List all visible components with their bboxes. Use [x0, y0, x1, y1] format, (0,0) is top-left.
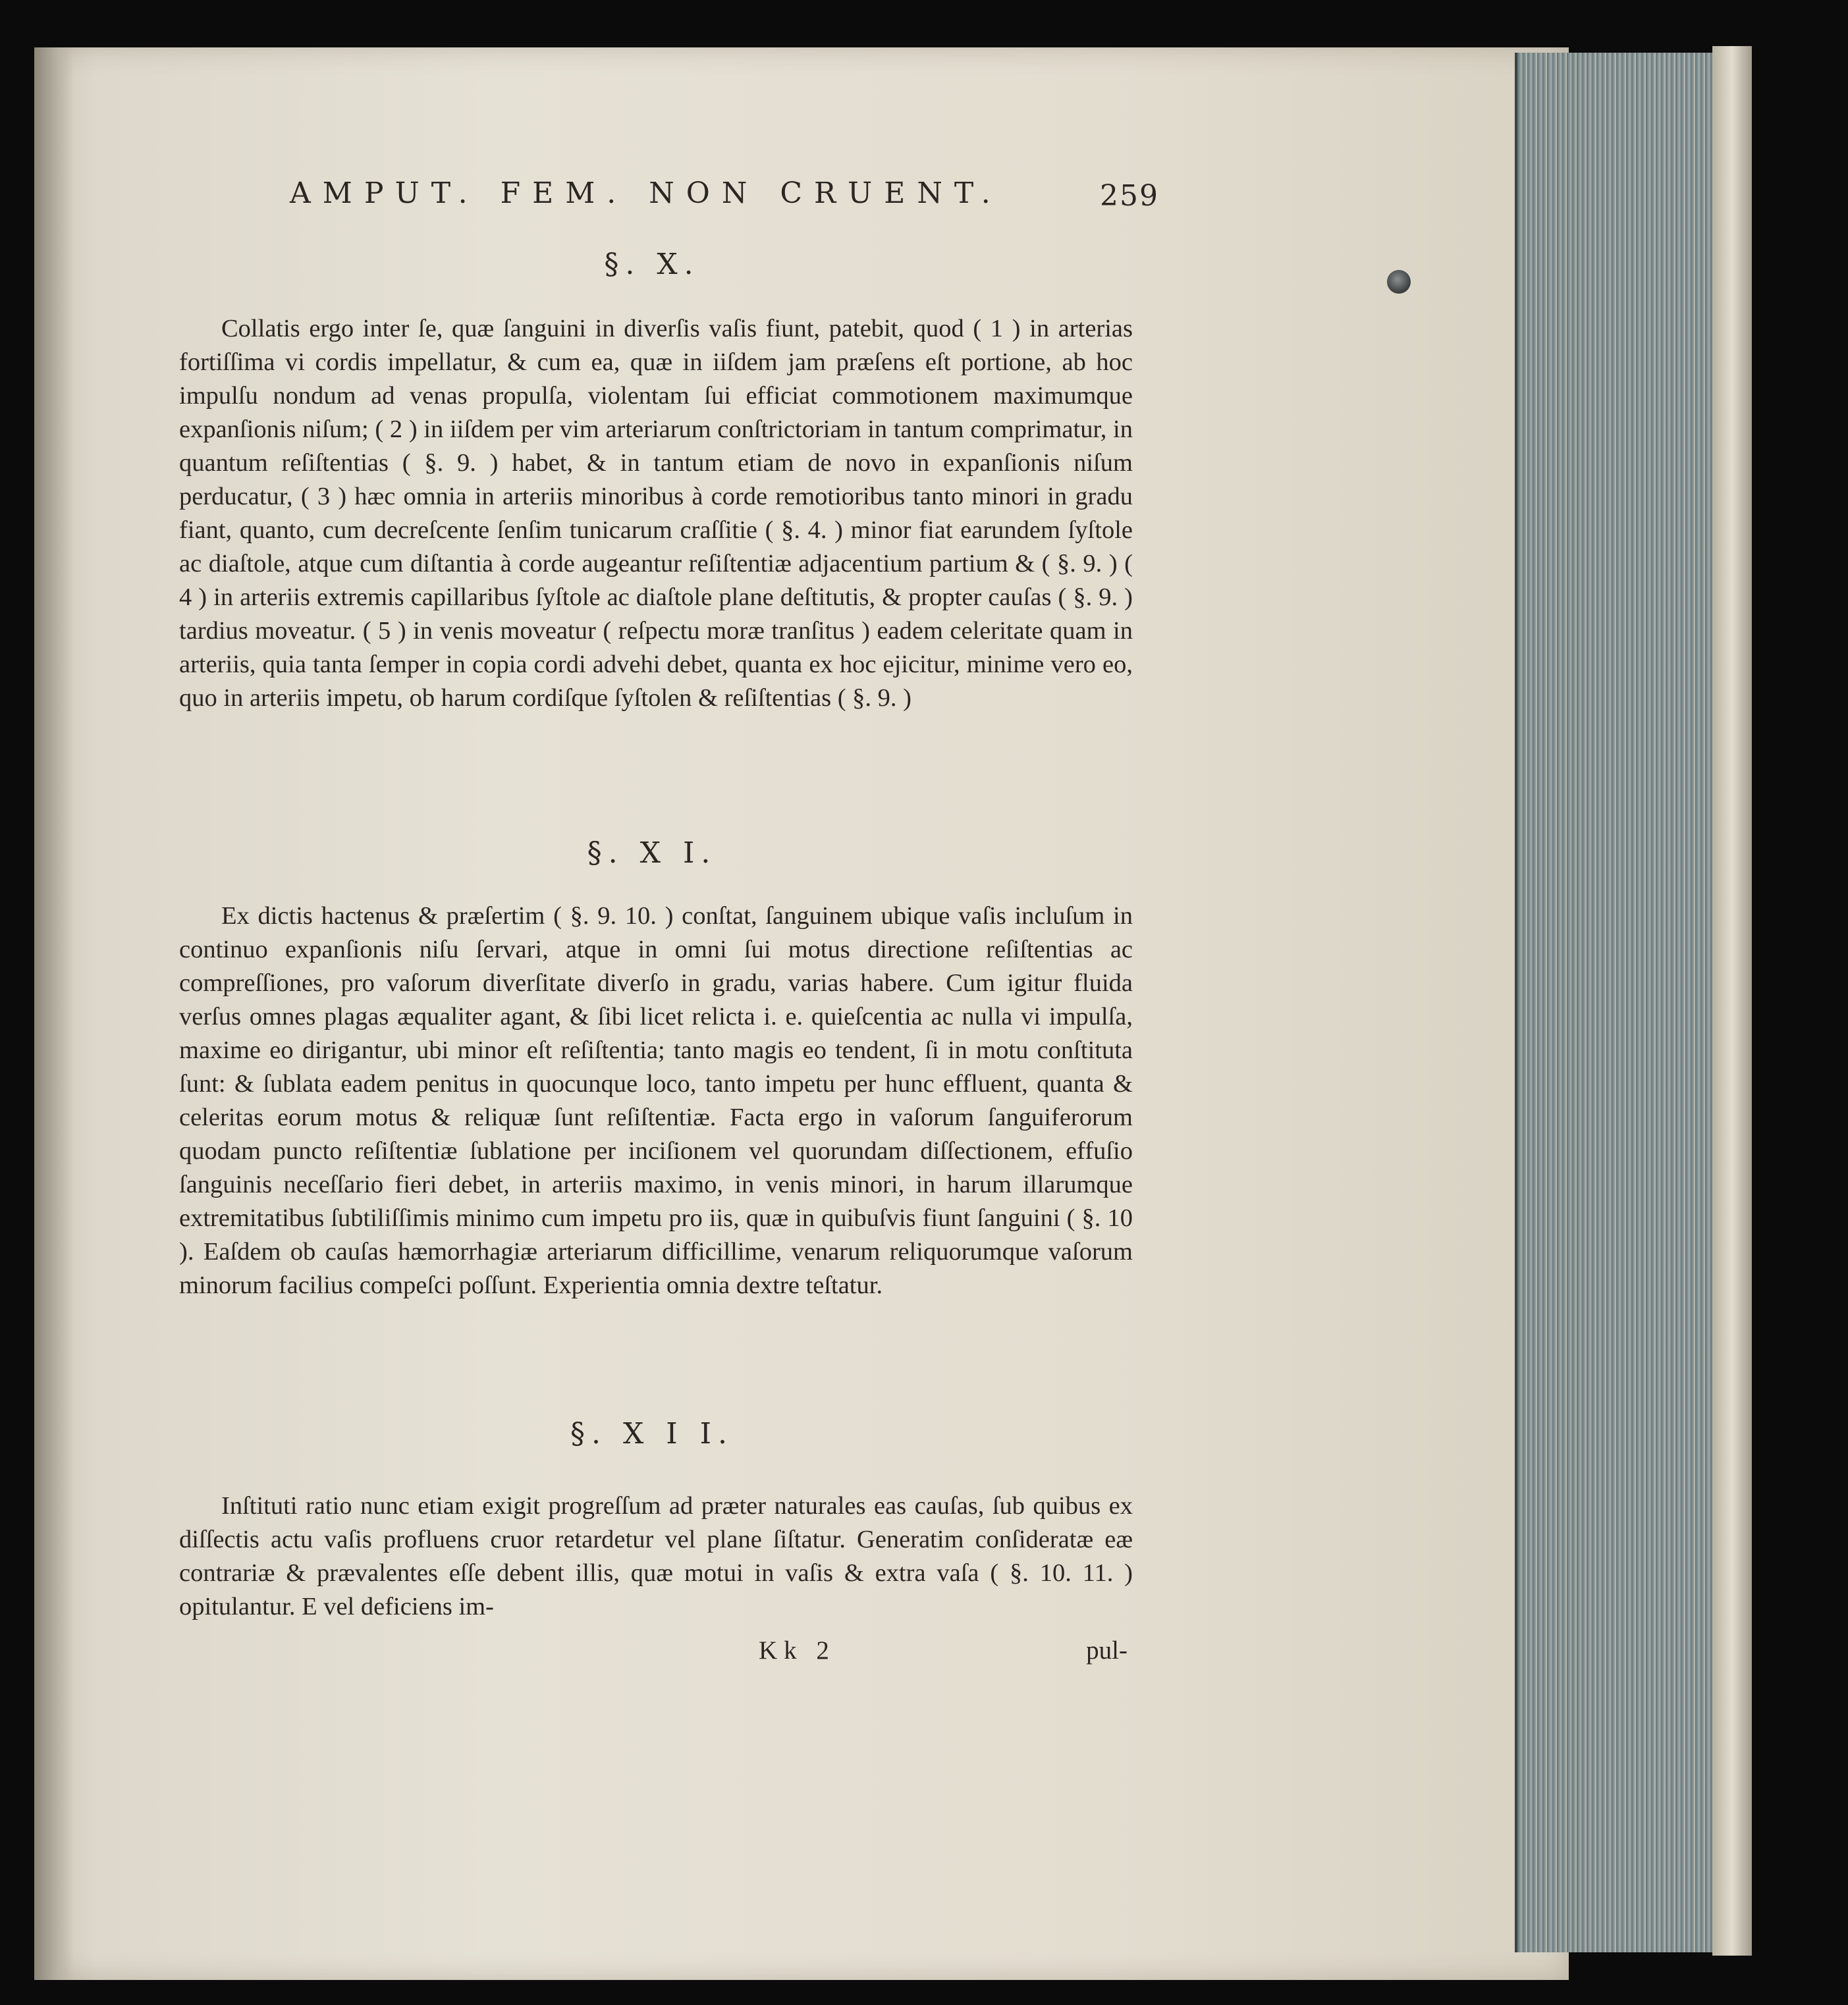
- page-edges: [1515, 53, 1728, 1952]
- signature-mark: Kk 2: [759, 1636, 836, 1665]
- book-cover-edge: [1712, 46, 1752, 1956]
- catchword: pul-: [1086, 1636, 1128, 1665]
- section-text-xii: Inſtituti ratio nunc etiam exigit progreſſum ad præter naturales eas cauſas, ſub quibus ex diſſectis actu vaſis profluens cruor retardetur vel plane ſiſtatur. Generatim conſideratæ eæ contrariæ & prævalentes eſſe debent illis, quæ motui in vaſis & extra vaſa ( §. 10. 11. ) opitulantur. E vel deficiens im-: [179, 1492, 1133, 1620]
- running-head: [290, 176, 1159, 229]
- page-number: 259: [1100, 179, 1159, 213]
- hole-mark: [1387, 270, 1411, 294]
- page-footer: [179, 1636, 1128, 1669]
- section-heading-x: §. X.: [604, 248, 700, 281]
- section-text-xi: Ex dictis hactenus & præſertim ( §. 9. 10. ) conſtat, ſanguinem ubique vaſis incluſum in continuo expanſionis niſu ſervari, atque in omni ſui motus directione reſiſtentias ac compreſſiones, pro vaſorum diverſitate diverſo in gradu, varias habere. Cum igitur fluida verſus omnes plagas æqualiter agant, & ſibi licet relicta i. e. quieſcentia ac nulla vi impulſa, maxime eo dirigantur, ubi minor eſt reſiſtentia; tanto magis eo tendent, ſi in motu conſtituta ſunt: & ſublata eadem penitus in quocunque loco, tanto impetu per hunc effluent, quanta & celeritas eorum motus & reliquæ ſunt reſiſtentiæ. Facta ergo in vaſorum ſanguiferorum quodam puncto reſiſtentiæ ſublatione per inciſionem vel quorundam diſſectionem, effuſio ſanguinis neceſſario fieri debet, in arteriis maximo, in venis minori, in harum illarumque extremitatibus ſubtiliſſimis minimo cum impetu pro iis, quæ in quibuſvis fiunt ſanguini ( §. 10 ). Eaſdem ob cauſas hæmorrhagiæ arteriarum difficillime, venarum reliquorumque vaſorum minorum facilius compeſci poſſunt. Experientia omnia dextre teſtatur.: [179, 902, 1133, 1299]
- section-heading-xii: §. X I I.: [570, 1417, 734, 1451]
- running-head-title: AMPUT. FEM. NON CRUENT.: [290, 176, 1002, 210]
- section-text-x: Collatis ergo inter ſe, quæ ſanguini in diverſis vaſis fiunt, patebit, quod ( 1 ) in arterias fortiſſima vi cordis impellatur, & cum ea, quæ in iiſdem jam præſens eſt portione, ab hoc impulſu nondum ad venas propulſa, violentam ſui efficiat commotionem maximumque expanſionis niſum; ( 2 ) in iiſdem per vim arteriarum conſtrictoriam in tantum comprimatur, in quantum reſiſtentias ( §. 9. ) habet, & in tantum etiam de novo in expanſionis niſum perducatur, ( 3 ) hæc omnia in arteriis minoribus à corde remotioribus tanto minori in gradu fiant, quanto, cum decreſcente ſenſim tunicarum craſſitie ( §. 4. ) minor fiat earundem ſyſtole ac diaſtole, atque cum diſtantia à corde augeantur reſiſtentiæ adjacentium partium & ( §. 9. ) ( 4 ) in arteriis extremis capillaribus ſyſtole ac diaſtole plane deſtitutis, & propter cauſas ( §. 9. ) tardius moveatur. ( 5 ) in venis moveatur ( reſpectu moræ tranſitus ) eadem celeritate quam in arteriis, quia tanta ſemper in copia cordi advehi debet, quanta ex hoc ejicitur, minime vero eo, quo in arteriis impetu, ob harum cordiſque ſyſtolen & reſiſtentias ( §. 9. ): [179, 315, 1133, 712]
- section-heading-xi: §. X I.: [587, 836, 717, 870]
- page-gutter: [34, 47, 74, 1980]
